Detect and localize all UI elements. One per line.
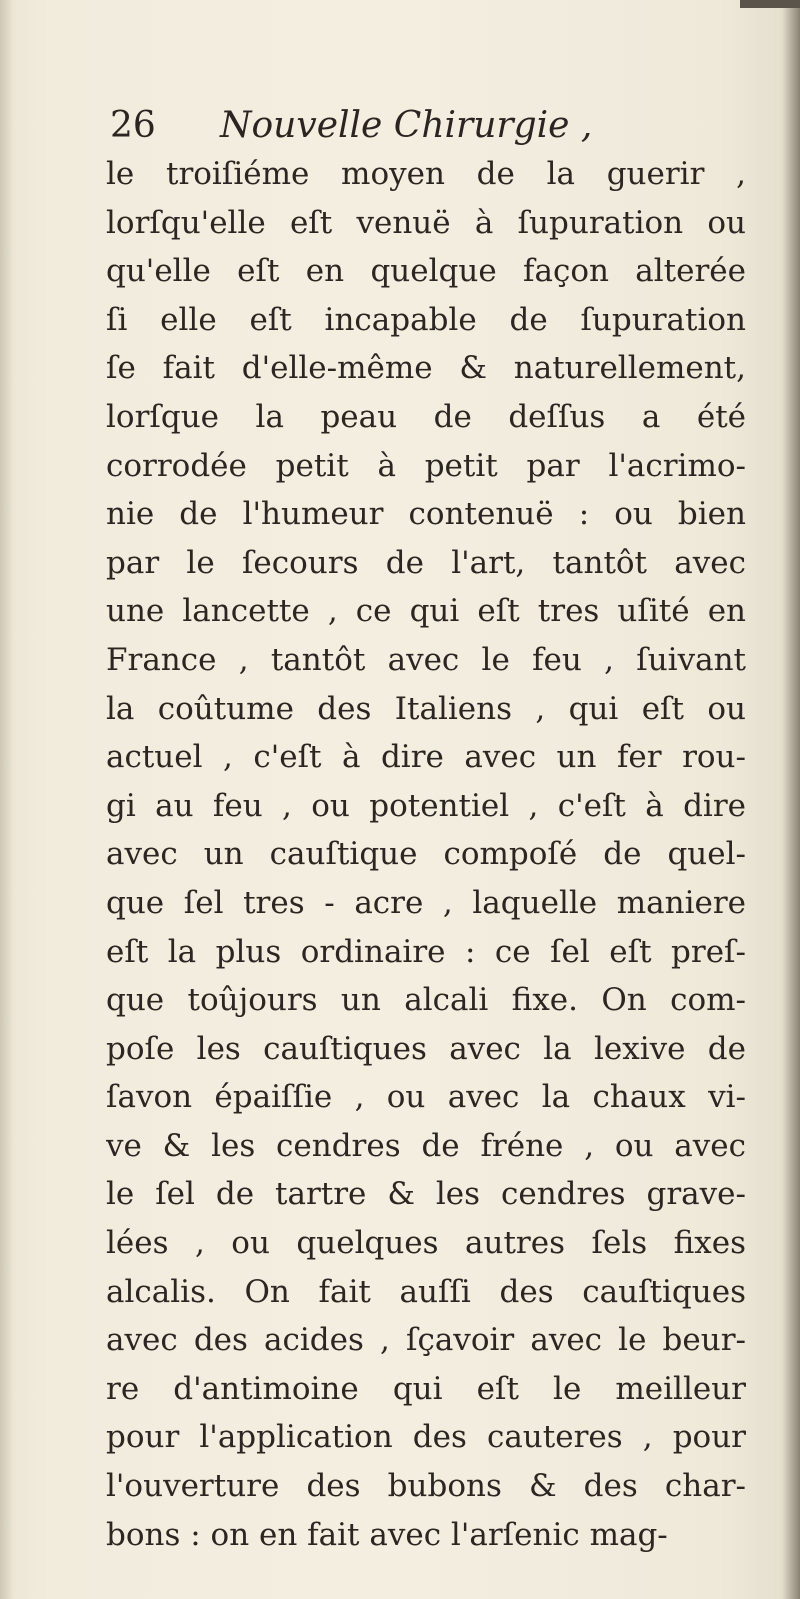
text-line: lorſque la peau de deſſus a été xyxy=(106,398,746,435)
text-line: gi au feu , ou potentiel , c'eſt à dire xyxy=(106,787,746,824)
text-line: avec un cauſtique compoſé de quel- xyxy=(106,836,746,873)
text-line: pour l'application des cauteres , pour xyxy=(106,1419,746,1456)
text-line: France , tantôt avec le feu , ſuivant xyxy=(106,641,746,678)
page-corner-shadow xyxy=(740,0,800,8)
text-line: alcalis. On fait auſſi des cauſtiques xyxy=(106,1273,746,1310)
text-line: lées , ou quelques autres ſels fixes xyxy=(106,1225,746,1262)
text-line: eſt la plus ordinaire : ce ſel eſt preſ- xyxy=(106,933,746,970)
text-line: nie de l'humeur contenuë : ou bien xyxy=(106,496,746,533)
text-line: qu'elle eſt en quelque façon alterée xyxy=(106,253,746,290)
text-line: ſavon épaiſſie , ou avec la chaux vi- xyxy=(106,1079,746,1116)
text-line: une lancette , ce qui eſt tres uſité en xyxy=(106,593,746,630)
text-line: avec des acides , ſçavoir avec le beur- xyxy=(106,1322,746,1359)
body-text xyxy=(106,150,746,1559)
text-line: corrodée petit à petit par l'acrimo- xyxy=(106,447,746,484)
text-line: que ſel tres - acre , laquelle maniere xyxy=(106,884,746,921)
page-gutter-shadow xyxy=(0,0,14,1599)
text-line: bons : on en fait avec l'arſenic mag- xyxy=(106,1516,668,1553)
text-line: lorſqu'elle eſt venuë à ſupuration ou xyxy=(106,204,746,241)
text-line: que toûjours un alcali fixe. On com- xyxy=(106,982,746,1019)
text-line: actuel , c'eſt à dire avec un fer rou- xyxy=(106,739,746,776)
running-head xyxy=(110,100,750,152)
text-line: la coûtume des Italiens , qui eſt ou xyxy=(106,690,746,727)
text-line: le troiſiéme moyen de la guerir , xyxy=(106,156,746,192)
page-number: 26 xyxy=(110,105,156,146)
text-line: re d'antimoine qui eſt le meilleur xyxy=(106,1370,746,1407)
text-line: ſi elle eſt incapable de ſupuration xyxy=(106,301,746,338)
text-line: l'ouverture des bubons & des char- xyxy=(106,1468,746,1505)
running-title: Nouvelle Chirurgie , xyxy=(220,105,593,146)
page-edge-shadow xyxy=(782,0,800,1599)
text-line: le ſel de tartre & les cendres grave- xyxy=(106,1176,746,1213)
text-line: ve & les cendres de fréne , ou avec xyxy=(106,1127,746,1164)
text-line: ſe fait d'elle-même & naturellement, xyxy=(106,350,746,387)
text-line: poſe les cauſtiques avec la lexive de xyxy=(106,1030,746,1067)
text-line: par le ſecours de l'art, tantôt avec xyxy=(106,544,746,581)
